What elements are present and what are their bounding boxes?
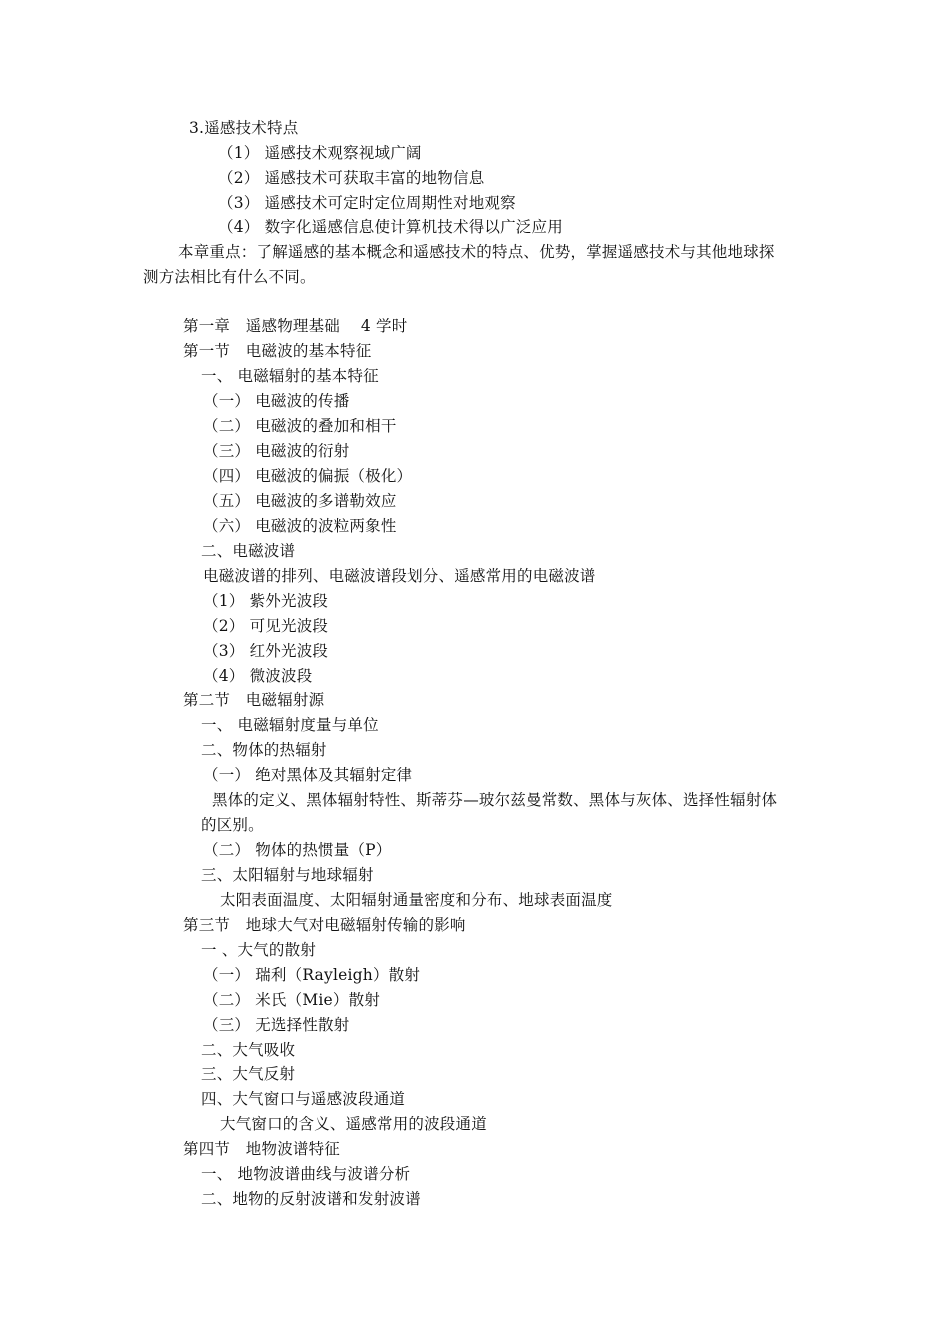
list-item: （2） 遥感技术可获取丰富的地物信息 xyxy=(218,169,485,187)
subsection-heading: 一、 地物波谱曲线与波谱分析 xyxy=(201,1165,411,1183)
list-item: （三） 电磁波的衍射 xyxy=(203,442,350,460)
section-heading: 第二节 电磁辐射源 xyxy=(183,691,325,709)
list-item: （二） 米氏（Mie）散射 xyxy=(203,991,381,1009)
list-item: （1） 紫外光波段 xyxy=(203,592,329,610)
list-item: （4） 微波波段 xyxy=(203,667,313,685)
subsection-heading: 二、电磁波谱 xyxy=(201,542,296,560)
subsection-heading: 一、 电磁辐射的基本特征 xyxy=(201,367,379,385)
chapter-title: 第一章 遥感物理基础 4 学时 xyxy=(183,317,408,335)
section-heading: 第一节 电磁波的基本特征 xyxy=(183,342,372,360)
list-item: （一） 瑞利（Rayleigh）散射 xyxy=(203,966,421,984)
list-item: （3） 遥感技术可定时定位周期性对地观察 xyxy=(218,194,516,212)
chapter-focus-text-cont: 测方法相比有什么不同。 xyxy=(143,268,316,286)
description-text: 电磁波谱的排列、电磁波谱段划分、遥感常用的电磁波谱 xyxy=(203,567,596,585)
subsection-heading: 四、大气窗口与遥感波段通道 xyxy=(201,1090,406,1108)
description-text: 黑体的定义、黑体辐射特性、斯蒂芬—玻尔兹曼常数、黑体与灰体、选择性辐射体 xyxy=(212,791,778,809)
subsection-heading: 一 、大气的散射 xyxy=(201,941,317,959)
subsection-heading: 三、大气反射 xyxy=(201,1065,296,1083)
list-item: （2） 可见光波段 xyxy=(203,617,329,635)
list-item: （三） 无选择性散射 xyxy=(203,1016,350,1034)
section-title: 3.遥感技术特点 xyxy=(189,119,299,137)
list-item: （1） 遥感技术观察视域广阔 xyxy=(218,144,422,162)
section-heading: 第三节 地球大气对电磁辐射传输的影响 xyxy=(183,916,466,934)
section-heading: 第四节 地物波谱特征 xyxy=(183,1140,341,1158)
subsection-heading: 一、 电磁辐射度量与单位 xyxy=(201,716,379,734)
list-item: （六） 电磁波的波粒两象性 xyxy=(203,517,397,535)
subsection-heading: 二、地物的反射波谱和发射波谱 xyxy=(201,1190,421,1208)
list-item: （3） 红外光波段 xyxy=(203,642,329,660)
subsection-heading: 二、物体的热辐射 xyxy=(201,741,327,759)
description-text: 大气窗口的含义、遥感常用的波段通道 xyxy=(220,1115,487,1133)
description-text-cont: 的区别。 xyxy=(201,816,264,834)
list-item: （二） 物体的热惯量（P） xyxy=(203,841,392,859)
description-text: 太阳表面温度、太阳辐射通量密度和分布、地球表面温度 xyxy=(220,891,613,909)
subsection-heading: 三、太阳辐射与地球辐射 xyxy=(201,866,374,884)
list-item: （四） 电磁波的偏振（极化） xyxy=(203,467,413,485)
subsection-heading: 二、大气吸收 xyxy=(201,1041,296,1059)
list-item: （五） 电磁波的多谱勒效应 xyxy=(203,492,397,510)
list-item: （4） 数字化遥感信息使计算机技术得以广泛应用 xyxy=(218,218,563,236)
list-item: （一） 绝对黑体及其辐射定律 xyxy=(203,766,413,784)
chapter-focus-text: 本章重点：了解遥感的基本概念和遥感技术的特点、优势，掌握遥感技术与其他地球探 xyxy=(178,243,775,261)
list-item: （一） 电磁波的传播 xyxy=(203,392,350,410)
list-item: （二） 电磁波的叠加和相干 xyxy=(203,417,397,435)
